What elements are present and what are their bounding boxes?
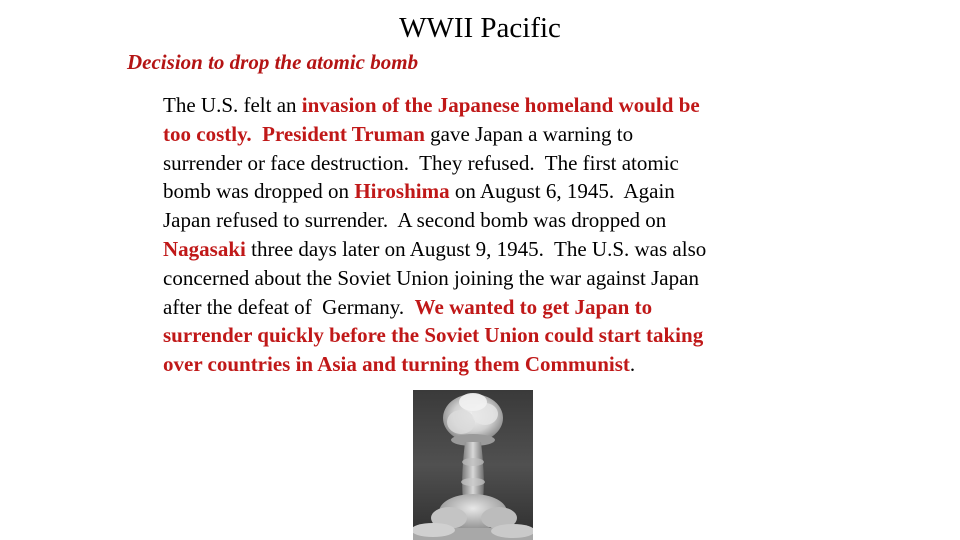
highlighted-text: over countries in Asia and turning them Communist [163,352,630,377]
paragraph-line [163,120,803,149]
body-text: Japan refused to surrender. A second bomb was dropped on [163,208,667,233]
highlighted-text: Nagasaki [163,236,246,261]
paragraph-line [163,177,803,206]
body-text: concerned about the Soviet Union joining the war against Japan [163,265,699,290]
paragraph-line [163,235,803,264]
paragraph-line [163,206,803,235]
paragraph-line [163,149,803,178]
highlighted-text: Hiroshima [354,179,450,204]
body-text: bomb was dropped on [163,179,355,204]
highlighted-text: surrender quickly before the Soviet Union could start taking [163,323,704,348]
body-text [252,122,263,146]
slide-title: WWII Pacific [399,12,561,44]
highlighted-text: invasion of the Japanese homeland would be [301,93,700,117]
paragraph-line [163,350,803,379]
highlighted-text: President Truman [262,121,425,146]
body-text: three days later on August 9, 1945. The U.S. was also [245,236,707,261]
mushroom-cloud-photo [413,390,533,540]
body-text: gave Japan a warning to [424,121,634,146]
slide-subtitle: Decision to drop the atomic bomb [127,50,419,74]
body-paragraph [163,91,803,379]
paragraph-line [163,321,803,350]
body-text: . [629,352,636,377]
body-text: after the defeat of Germany. [163,294,415,319]
paragraph-line [163,293,803,322]
highlighted-text: We wanted to get Japan to [414,294,653,319]
body-text: on August 6, 1945. Again [449,179,675,204]
highlighted-text: too costly. [163,121,252,146]
body-text: surrender or face destruction. They refused. The first atomic [163,150,679,175]
body-text: The U.S. felt an [163,93,302,117]
paragraph-line [163,91,803,120]
paragraph-line [163,264,803,293]
